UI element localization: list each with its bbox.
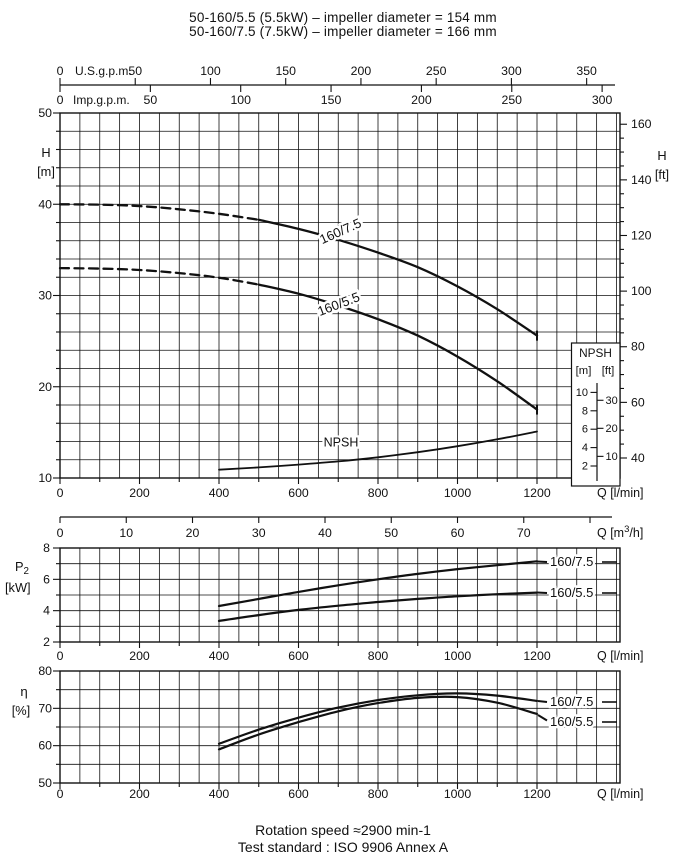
m3h-tick-label: 70: [516, 526, 531, 540]
eff-axis-unit: [%]: [11, 703, 31, 718]
m3h-tick-label: 40: [318, 526, 332, 540]
head-x-axis-label: Q [l/min]: [597, 486, 644, 500]
curve-label-160-5.5: 160/5.5: [315, 289, 362, 319]
us-gpm-tick-label: 300: [501, 64, 522, 78]
x-tick-label: 800: [367, 649, 389, 663]
power-tick-label: 2: [43, 635, 50, 649]
curve-label-160-5.5: 160/5.5: [550, 714, 594, 729]
x-tick-label: 1200: [523, 787, 551, 801]
x-tick-label: 200: [129, 787, 150, 801]
x-tick-label: 1000: [443, 649, 472, 663]
m3h-tick-label: 30: [251, 526, 266, 540]
head-m-tick-label: 20: [38, 379, 52, 394]
head-ft-tick-label: 120: [631, 228, 652, 243]
imp-gpm-tick-label: 0: [56, 93, 64, 107]
eff-tick-label: 50: [38, 776, 52, 790]
x-tick-label: 1000: [443, 787, 472, 801]
head-ft-tick-label: 40: [631, 450, 645, 465]
us-gpm-axis-label: U.S.g.p.m.: [75, 64, 132, 78]
head-axis-title-ft: H: [657, 148, 667, 163]
eff-tick-label: 80: [38, 664, 52, 678]
footer-rotation-speed: Rotation speed ≈2900 min-1: [255, 822, 431, 838]
x-tick-label: 1200: [523, 649, 551, 663]
efficiency-chart: [12, 664, 644, 801]
title-line-2: 50-160/7.5 (7.5kW) – impeller diameter = 166 mm: [189, 24, 497, 39]
imp-gpm-axis-label: Imp.g.p.m.: [73, 93, 130, 107]
curve-label-160-7.5: 160/7.5: [550, 694, 594, 709]
m3h-tick-label: 0: [56, 526, 64, 540]
npsh-ft-tick-label: 30: [605, 394, 618, 407]
head-ft-tick-label: 80: [631, 339, 645, 354]
imp-gpm-tick-label: 300: [591, 93, 613, 107]
eff-x-axis-label: Q [l/min]: [597, 787, 644, 801]
imp-gpm-tick-label: 100: [230, 93, 251, 107]
npsh-ft-tick-label: 10: [605, 450, 618, 463]
power-tick-label: 6: [43, 572, 50, 587]
m3h-tick-label: 60: [450, 526, 465, 540]
x-tick-label: 0: [56, 486, 64, 500]
x-tick-label: 400: [208, 486, 230, 500]
head-ft-tick-label: 140: [631, 172, 652, 187]
npsh-legend: [572, 343, 621, 486]
x-tick-label: 1200: [523, 486, 551, 500]
x-tick-label: 200: [129, 486, 150, 500]
npsh-curve-label: NPSH: [323, 435, 359, 450]
x-tick-label: 800: [367, 787, 389, 801]
m3h-axis-label: Q $[m^3/h]$: [597, 524, 644, 540]
power-axis-unit: [kW]: [5, 580, 31, 595]
x-tick-label: 0: [56, 649, 64, 663]
us-gpm-tick-label: 0: [56, 64, 64, 78]
power-x-axis-label: Q [l/min]: [597, 649, 644, 663]
npsh-legend-unit-m: [m]: [575, 365, 592, 377]
head-ft-tick-label: 160: [631, 117, 652, 132]
x-tick-label: 400: [208, 649, 230, 663]
us-gpm-tick-label: 200: [350, 64, 372, 78]
head-m-tick-label: 10: [38, 471, 52, 485]
eff-axis-title: η: [20, 684, 28, 699]
npsh-legend-unit-ft: [ft]: [601, 365, 615, 377]
gpm-dual-axis: [57, 64, 615, 107]
x-tick-label: 600: [288, 649, 309, 663]
curve-label-160-5.5: 160/5.5: [550, 585, 594, 600]
head-m-tick-label: 40: [38, 197, 52, 212]
power-chart: [5, 541, 644, 663]
npsh-m-tick-label: 8: [581, 405, 588, 418]
head-axis-unit-ft: [ft]: [654, 167, 670, 182]
head-ft-tick-label: 100: [631, 284, 652, 299]
imp-gpm-tick-label: 200: [411, 93, 432, 107]
head-m-tick-label: 30: [38, 288, 52, 303]
footer-test-standard: Test standard : ISO 9906 Annex A: [237, 839, 449, 855]
x-tick-label: 400: [208, 787, 230, 801]
curve-label-160-7.5: 160/7.5: [317, 215, 364, 247]
npsh-m-tick-label: 6: [581, 423, 588, 436]
eff-tick-label: 60: [38, 738, 52, 753]
us-gpm-tick-label: 250: [425, 64, 447, 78]
npsh-m-tick-label: 4: [581, 442, 588, 455]
curve-label-160-7.5: 160/7.5: [550, 554, 594, 569]
eff-tick-label: 70: [38, 701, 52, 716]
power-tick-label: 8: [43, 541, 50, 555]
head-axis-title-m: H: [41, 145, 51, 160]
npsh-m-tick-label: 10: [575, 386, 588, 399]
us-gpm-tick-label: 50: [128, 64, 143, 78]
x-tick-label: 0: [56, 787, 64, 801]
power-axis-title: $P_2$: [15, 559, 29, 577]
npsh-m-tick-label: 2: [581, 460, 588, 473]
imp-gpm-tick-label: 150: [320, 93, 342, 107]
imp-gpm-tick-label: 250: [501, 93, 523, 107]
power-tick-label: 4: [43, 603, 50, 618]
title-line-1: 50-160/5.5 (5.5kW) – impeller diameter = 154 mm: [189, 10, 497, 25]
head-axis-unit-m: [m]: [37, 164, 55, 179]
npsh-ft-tick-label: 20: [605, 422, 618, 435]
x-tick-label: 600: [288, 486, 309, 500]
m3h-tick-label: 10: [119, 526, 134, 540]
m3h-tick-label: 50: [384, 526, 399, 540]
us-gpm-tick-label: 100: [200, 64, 221, 78]
x-tick-label: 1000: [443, 486, 472, 500]
us-gpm-tick-label: 350: [576, 64, 597, 78]
chart-footer: [0, 822, 686, 856]
imp-gpm-tick-label: 50: [143, 93, 158, 107]
x-tick-label: 800: [367, 486, 389, 500]
head-m-tick-label: 50: [38, 106, 52, 120]
x-tick-label: 200: [129, 649, 150, 663]
us-gpm-tick-label: 150: [275, 64, 296, 78]
m3h-tick-label: 20: [185, 526, 200, 540]
m3h-axis: [57, 517, 644, 540]
head-ft-tick-label: 60: [631, 395, 645, 410]
x-tick-label: 600: [288, 787, 309, 801]
npsh-legend-title: NPSH: [579, 346, 612, 360]
